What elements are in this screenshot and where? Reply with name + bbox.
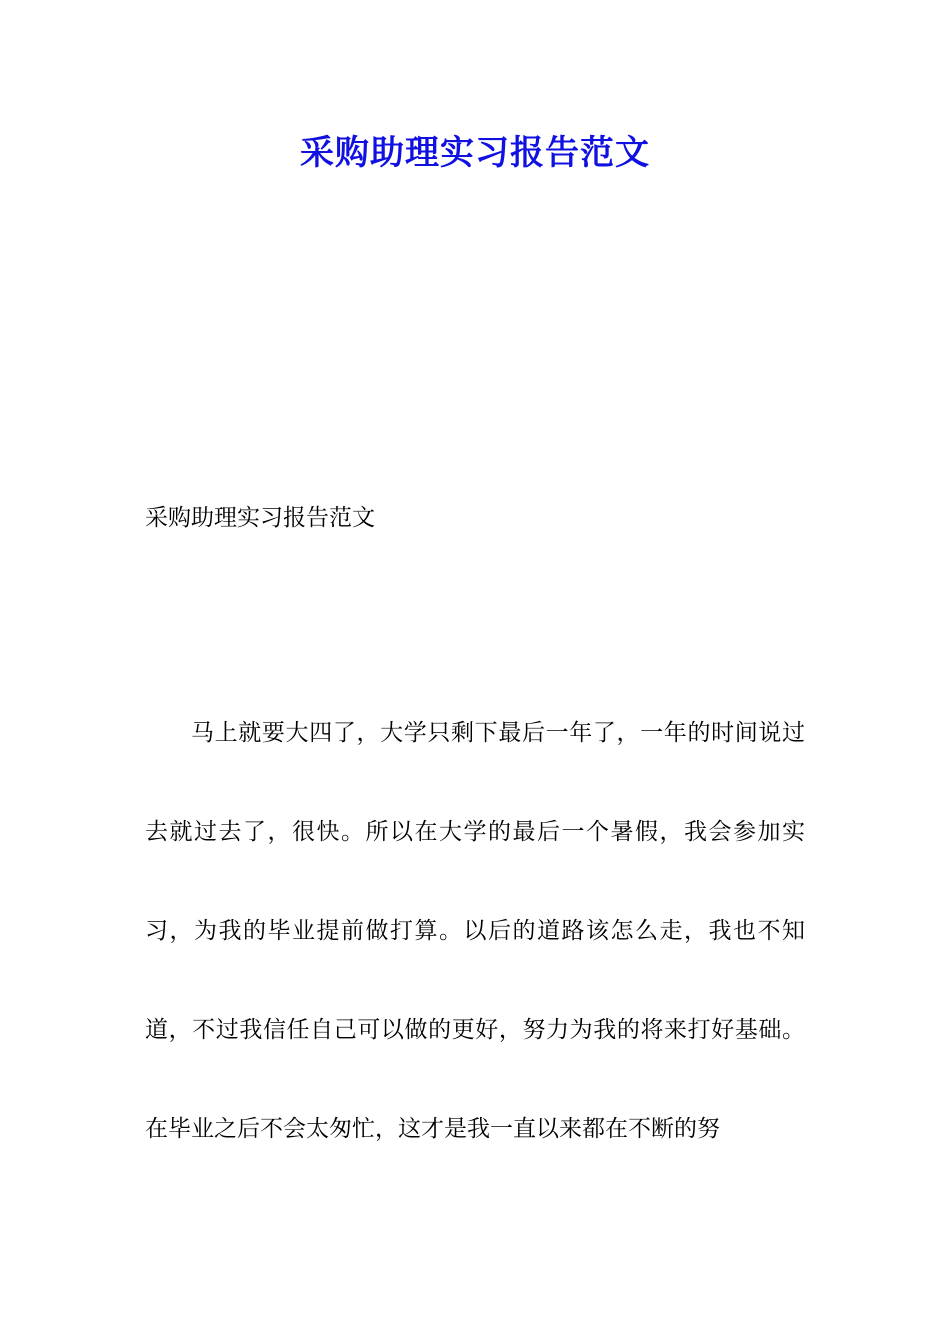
document-subtitle: 采购助理实习报告范文 (145, 505, 375, 531)
document-title: 采购助理实习报告范文 (300, 133, 650, 173)
body-paragraph: 马上就要大四了，大学只剩下最后一年了，一年的时间说过去就过去了，很快。所以在大学的最后一个暑假，我会参加实习，为我的毕业提前做打算。以后的道路该怎么走，我也不知道，不过我信任自己可以做的更好，努力为我的将来打好基础。在毕业之后不会太匆忙，这才是我一直以来都在不断的努 (145, 720, 805, 1142)
